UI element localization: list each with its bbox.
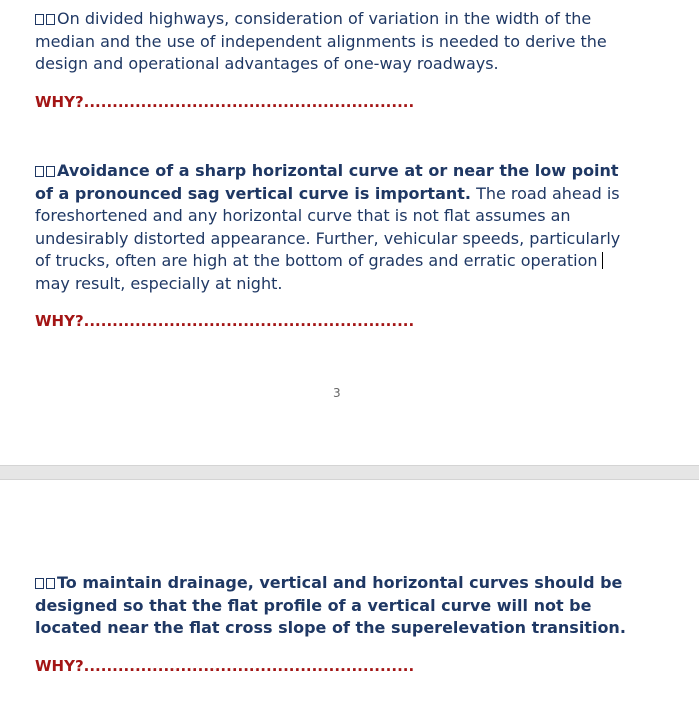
checkbox-glyph (35, 14, 44, 25)
checkbox-glyph (46, 14, 55, 25)
page-number: 3 (333, 386, 341, 400)
checkbox-glyph (46, 166, 55, 177)
page-separator (0, 465, 699, 480)
paragraph-3-bold: To maintain drainage, vertical and horizontal curves should be designed so that the flat profile of a vertical curve will not be located near the flat cross slope of the superelevation transition. (35, 573, 626, 637)
why-prompt-1: WHY?.......................................................... (35, 93, 415, 111)
checkbox-glyph (35, 166, 44, 177)
paragraph-divided-highways (35, 8, 635, 76)
document-page-2 (0, 480, 699, 719)
why-prompt-2: WHY?.......................................................... (35, 312, 415, 330)
text-cursor (602, 252, 603, 269)
paragraph-2-text: The road ahead is foreshortened and any horizontal curve that is not flat assumes an undesirably distorted appearance. Further, vehicular speeds, particularly of trucks, often are high at the bottom of grades and erratic operation (35, 183, 621, 270)
paragraph-drainage (35, 572, 635, 640)
paragraph-sag-curve (35, 160, 635, 295)
paragraph-1-text: On divided highways, consideration of variation in the width of the median and the use of independent alignments is needed to derive the design and operational advantages of one-way roadways. (35, 9, 607, 73)
checkbox-glyph (46, 578, 55, 589)
paragraph-2-bold: Avoidance of a sharp horizontal curve at or near the low point of a pronounced sag vertical curve is important. (35, 161, 619, 203)
why-prompt-3: WHY?.......................................................... (35, 657, 415, 675)
checkbox-glyph (35, 578, 44, 589)
paragraph-2-end: may result, especially at night. (35, 273, 283, 293)
